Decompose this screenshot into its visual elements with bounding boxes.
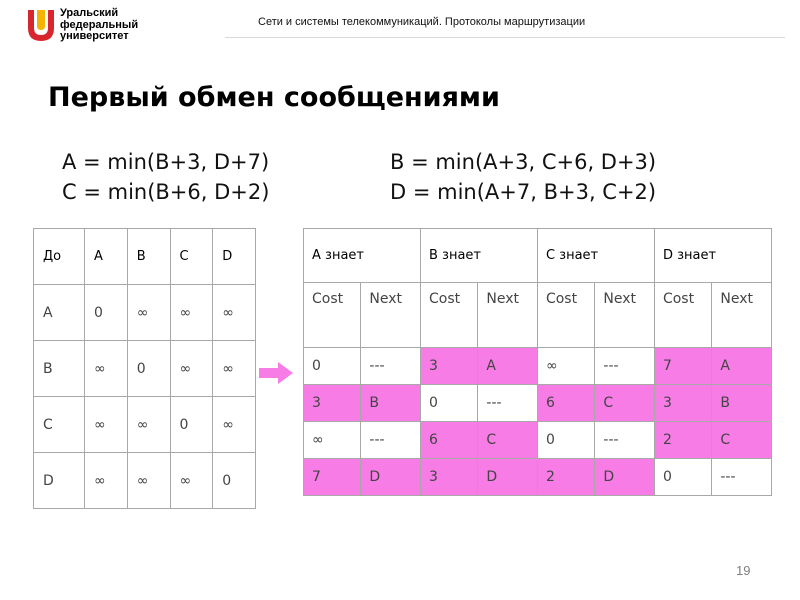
highlighted-cell: A [712,348,772,385]
table-cell: --- [595,422,655,459]
slide-title: Первый обмен сообщениями [48,82,500,113]
column-header: B [127,229,170,285]
formula-c: C = min(B+6, D+2) [62,180,270,204]
logo-line: университет [60,30,129,42]
highlighted-cell: B [361,385,421,422]
column-header: A [85,229,128,285]
table-cell: ∞ [85,453,128,509]
column-header: Next [712,283,772,348]
table-row [304,348,772,385]
table-cell: ∞ [127,397,170,453]
table-cell: ∞ [170,285,213,341]
highlighted-cell: 2 [537,459,594,496]
table-cell: ∞ [170,341,213,397]
table-cell: ∞ [304,422,361,459]
header-divider [225,37,785,38]
table-row [34,397,256,453]
highlighted-cell: 7 [654,348,711,385]
highlighted-cell: C [595,385,655,422]
highlighted-cell: B [712,385,772,422]
table-cell: 0 [654,459,711,496]
table-cell: ∞ [127,453,170,509]
logo-line: Уральский [60,7,119,19]
table-subheader-row [304,283,772,348]
row-label: D [34,453,85,509]
initial-distance-table [33,228,256,509]
group-header: A знает [304,229,421,283]
university-logo [26,6,186,46]
formulas-right [390,147,656,207]
table-cell: ∞ [213,341,256,397]
routing-knowledge-table [303,228,772,496]
table-cell: ∞ [170,453,213,509]
table-cell: ∞ [213,285,256,341]
row-label: B [34,341,85,397]
formula-d: D = min(A+7, B+3, C+2) [390,180,657,204]
table-corner-cell: До [34,229,85,285]
table-row [304,459,772,496]
group-header: B знает [420,229,537,283]
table-cell: ∞ [537,348,594,385]
table-cell: --- [712,459,772,496]
highlighted-cell: D [361,459,421,496]
table-row [304,422,772,459]
table-cell: ∞ [85,341,128,397]
table-row [34,341,256,397]
table-cell: ∞ [85,397,128,453]
header-course-title: Сети и системы телекоммуникаций. Протоколы маршрутизации [258,16,586,28]
column-header: D [213,229,256,285]
highlighted-cell: 3 [304,385,361,422]
formulas-left [62,147,269,207]
formula-b: B = min(A+3, C+6, D+3) [390,150,657,174]
column-header: Cost [304,283,361,348]
table-cell: --- [478,385,538,422]
row-label: C [34,397,85,453]
column-header: C [170,229,213,285]
highlighted-cell: 3 [420,459,477,496]
highlighted-cell: 3 [420,348,477,385]
highlighted-cell: C [478,422,538,459]
formula-a: A = min(B+3, D+7) [62,150,270,174]
table-cell: 0 [537,422,594,459]
highlighted-cell: D [478,459,538,496]
table-row [34,453,256,509]
table-cell: ∞ [213,397,256,453]
table-cell: 0 [304,348,361,385]
right-arrow-icon [258,361,294,385]
highlighted-cell: 6 [420,422,477,459]
table-cell: --- [361,422,421,459]
table-cell: 0 [85,285,128,341]
table-header-row [304,229,772,283]
table-cell: --- [595,348,655,385]
highlighted-cell: A [478,348,538,385]
column-header: Cost [537,283,594,348]
column-header: Next [361,283,421,348]
column-header: Cost [420,283,477,348]
highlighted-cell: 2 [654,422,711,459]
page-number: 19 [736,563,751,578]
group-header: C знает [537,229,654,283]
highlighted-cell: D [595,459,655,496]
column-header: Next [595,283,655,348]
group-header: D знает [654,229,771,283]
table-row [34,285,256,341]
table-cell: 0 [127,341,170,397]
highlighted-cell: C [712,422,772,459]
column-header: Next [478,283,538,348]
table-cell: 0 [170,397,213,453]
row-label: A [34,285,85,341]
logo-line: федеральный [60,18,139,31]
logo-wordmark [60,8,138,43]
highlighted-cell: 7 [304,459,361,496]
table-row [304,385,772,422]
university-emblem-icon [26,8,56,42]
column-header: Cost [654,283,711,348]
table-cell: 0 [420,385,477,422]
table-header-row [34,229,256,285]
highlighted-cell: 6 [537,385,594,422]
table-cell: 0 [213,453,256,509]
table-cell: ∞ [127,285,170,341]
table-cell: --- [361,348,421,385]
highlighted-cell: 3 [654,385,711,422]
